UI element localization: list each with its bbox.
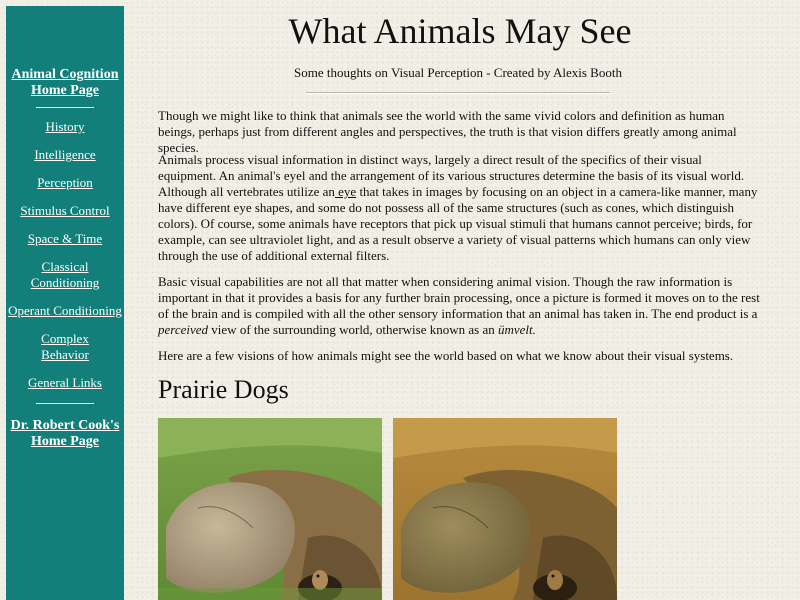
title-divider — [306, 92, 610, 94]
sidebar-item-perception — [6, 175, 124, 191]
prairie-dog-animal-view-image — [393, 418, 617, 600]
sidebar-item-intelligence — [6, 147, 124, 163]
robert-cook-home-link[interactable]: Dr. Robert Cook's Home Page — [10, 418, 120, 449]
operant-conditioning-link[interactable]: Operant Conditioning — [8, 303, 122, 318]
page-title: What Animals May See — [288, 11, 632, 51]
sidebar-nav-list — [6, 119, 124, 391]
visions-intro-paragraph: Here are a few visions of how animals might see the world based on what we know about their visual systems. — [158, 348, 734, 363]
stimulus-control-link[interactable]: Stimulus Control — [20, 203, 110, 218]
intro-paragraph: Though we might like to think that animals see the world with the same vivid colors and definition as human beings, perhaps just from different angles and perspectives, the truth is that vision differs greatly among animal species. — [158, 108, 737, 155]
complex-behavior-link[interactable]: Complex Behavior — [41, 331, 89, 362]
sidebar-item-general-links — [6, 375, 124, 391]
history-link[interactable]: History — [45, 119, 85, 134]
paragraph-text: Animals process visual information in distinct ways, largely a direct result of the specifics of their visual equipment. An animal's eyel and the arrangement of its various structures determine the basis of its visual world. Although all vertebrates utilize an — [158, 152, 745, 199]
perception-link[interactable]: Perception — [37, 175, 93, 190]
prairie-dog-human-view-image — [158, 418, 382, 600]
paragraph-text: that takes in images by focusing on an object in a camera-like manner, many have different eye shapes, and some do not possess all of the same structures (such as cones, which distinguish colors). Of course, some animals have receptors that pick up visual stimuli that humans cannot perceive; birds, for example, can see ultraviolet light, and as a result observe a variety of visual patterns which humans can only view through the use of additional external filters. — [158, 184, 758, 263]
umvelt-emphasis: ümvelt. — [497, 322, 536, 337]
paragraph-text: Basic visual capabilities are not all that matter when considering animal vision. Though the raw information is important in that it provides a basis for any further brain processing, once a picture is formed it moves on to the rest of the brain and is compiled with all the other sensory information that an animal has taken in. The end product is a — [158, 274, 760, 321]
space-time-link[interactable]: Space & Time — [27, 231, 103, 246]
eye-link[interactable]: eye — [334, 184, 357, 199]
perceived-emphasis: perceived — [158, 322, 209, 337]
intelligence-link[interactable]: Intelligence — [34, 147, 96, 162]
visual-equipment-paragraph — [158, 152, 762, 264]
sidebar-item-stimulus-control — [6, 203, 124, 219]
sidebar-nav — [6, 6, 124, 600]
sidebar-item-history — [6, 119, 124, 135]
perception-paragraph — [158, 274, 762, 338]
sidebar-divider — [36, 107, 94, 108]
prairie-dogs-heading: Prairie Dogs — [158, 375, 289, 404]
sidebar-divider — [36, 403, 94, 404]
sidebar-item-operant-conditioning — [6, 303, 124, 319]
animal-cognition-home-link[interactable]: Animal Cognition Home Page — [11, 67, 119, 98]
paragraph-text: view of the surrounding world, otherwise known as an — [208, 322, 498, 337]
general-links-link[interactable]: General Links — [27, 375, 102, 390]
sidebar-item-space-time — [6, 231, 124, 247]
page-subtitle: Some thoughts on Visual Perception - Created by Alexis Booth — [294, 65, 622, 80]
sidebar-item-classical-conditioning — [6, 259, 124, 291]
sidebar-item-complex-behavior — [6, 331, 124, 363]
classical-conditioning-link[interactable]: Classical Conditioning — [30, 259, 100, 290]
